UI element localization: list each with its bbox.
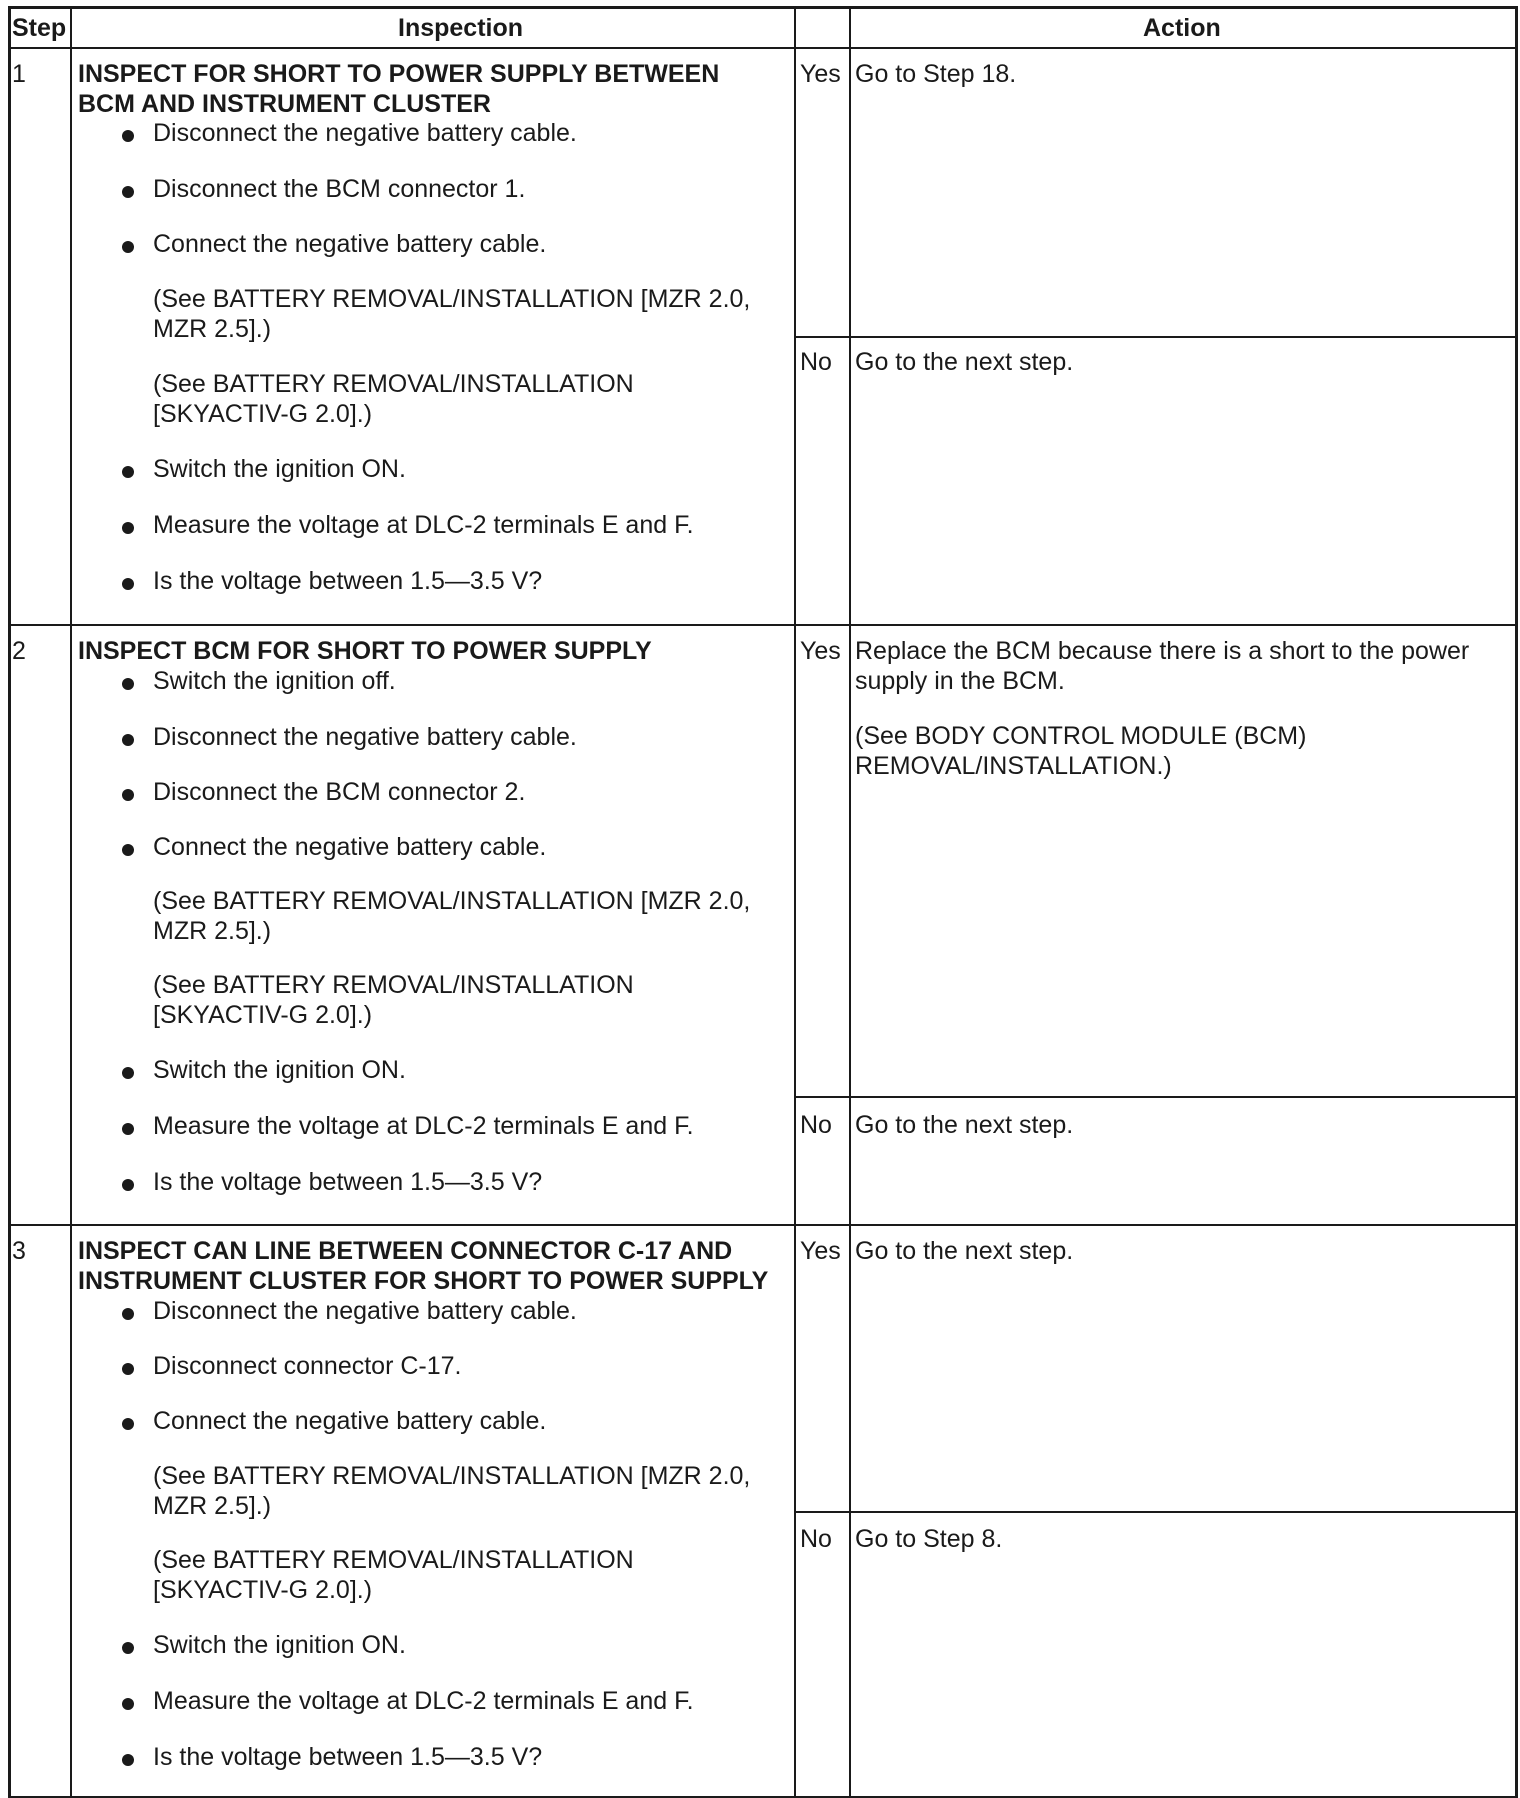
inspection-note: MZR 2.5].): [153, 315, 272, 343]
yes-label: Yes: [800, 1237, 841, 1265]
no-action: Go to the next step.: [855, 1111, 1074, 1139]
header-inspection: Inspection: [398, 14, 524, 42]
bullet-icon: [122, 186, 134, 198]
bullet-icon: [122, 1642, 134, 1654]
bullet-icon: [122, 241, 134, 253]
inspection-item: Disconnect the negative battery cable.: [153, 1297, 577, 1325]
inspection-note: MZR 2.5].): [153, 917, 272, 945]
inspection-item: Is the voltage between 1.5—3.5 V?: [153, 1743, 543, 1771]
bullet-icon: [122, 1754, 134, 1766]
no-label: No: [800, 1111, 832, 1139]
inspection-note: (See BATTERY REMOVAL/INSTALLATION: [153, 1546, 634, 1574]
inspection-item: Measure the voltage at DLC-2 terminals E and F.: [153, 1112, 694, 1140]
bullet-icon: [122, 1067, 134, 1079]
bullet-icon: [122, 1418, 134, 1430]
inspection-item: Disconnect the BCM connector 2.: [153, 778, 526, 806]
inspection-note: [SKYACTIV-G 2.0].): [153, 400, 373, 428]
bullet-icon: [122, 1179, 134, 1191]
bullet-icon: [122, 734, 134, 746]
header-action: Action: [1143, 14, 1221, 42]
yes-label: Yes: [800, 60, 841, 88]
bullet-icon: [122, 522, 134, 534]
column-divider: [849, 6, 851, 1798]
inspection-item: Disconnect connector C-17.: [153, 1352, 462, 1380]
yes-action: Replace the BCM because there is a short to the power: [855, 637, 1470, 665]
table-top-border: [8, 6, 1518, 9]
inspection-item: Measure the voltage at DLC-2 terminals E and F.: [153, 1687, 694, 1715]
inspection-note: (See BATTERY REMOVAL/INSTALLATION [MZR 2.0,: [153, 887, 751, 915]
inspection-item: Switch the ignition off.: [153, 667, 396, 695]
column-divider: [70, 6, 72, 1798]
yes-no-divider: [794, 1511, 1518, 1513]
yes-no-divider: [794, 336, 1518, 338]
inspection-title: BCM AND INSTRUMENT CLUSTER: [78, 90, 491, 118]
header-step: Step: [12, 14, 67, 42]
bullet-icon: [122, 130, 134, 142]
step-number: 1: [12, 60, 26, 88]
inspection-note: [SKYACTIV-G 2.0].): [153, 1576, 373, 1604]
inspection-item: Connect the negative battery cable.: [153, 230, 547, 258]
inspection-note: (See BATTERY REMOVAL/INSTALLATION: [153, 370, 634, 398]
inspection-item: Connect the negative battery cable.: [153, 833, 547, 861]
inspection-item: Is the voltage between 1.5—3.5 V?: [153, 567, 543, 595]
bullet-icon: [122, 789, 134, 801]
inspection-note: (See BATTERY REMOVAL/INSTALLATION [MZR 2.0,: [153, 285, 751, 313]
inspection-title: INSPECT CAN LINE BETWEEN CONNECTOR C-17 AND: [78, 1237, 733, 1265]
step-number: 2: [12, 637, 26, 665]
yes-action: Go to Step 18.: [855, 60, 1017, 88]
row-divider: [8, 1224, 1518, 1226]
bullet-icon: [122, 1308, 134, 1320]
inspection-note: (See BATTERY REMOVAL/INSTALLATION [MZR 2.0,: [153, 1462, 751, 1490]
no-label: No: [800, 348, 832, 376]
table-left-border: [8, 6, 11, 1798]
row-divider: [8, 624, 1518, 626]
bullet-icon: [122, 1123, 134, 1135]
bullet-icon: [122, 1698, 134, 1710]
inspection-item: Switch the ignition ON.: [153, 1631, 406, 1659]
inspection-title: INSPECT FOR SHORT TO POWER SUPPLY BETWEEN: [78, 60, 720, 88]
inspection-item: Disconnect the BCM connector 1.: [153, 175, 526, 203]
inspection-note: MZR 2.5].): [153, 1492, 272, 1520]
column-divider: [794, 6, 796, 1798]
inspection-item: Is the voltage between 1.5—3.5 V?: [153, 1168, 543, 1196]
bullet-icon: [122, 466, 134, 478]
inspection-item: Switch the ignition ON.: [153, 1056, 406, 1084]
step-number: 3: [12, 1237, 26, 1265]
yes-no-divider: [794, 1096, 1518, 1098]
inspection-item: Switch the ignition ON.: [153, 455, 406, 483]
bullet-icon: [122, 1363, 134, 1375]
no-action: Go to Step 8.: [855, 1525, 1003, 1553]
inspection-item: Disconnect the negative battery cable.: [153, 119, 577, 147]
yes-action: supply in the BCM.: [855, 667, 1065, 695]
inspection-title: INSPECT BCM FOR SHORT TO POWER SUPPLY: [78, 637, 652, 665]
bullet-icon: [122, 678, 134, 690]
yes-action: REMOVAL/INSTALLATION.): [855, 752, 1172, 780]
yes-label: Yes: [800, 637, 841, 665]
inspection-item: Connect the negative battery cable.: [153, 1407, 547, 1435]
no-action: Go to the next step.: [855, 348, 1074, 376]
inspection-note: (See BATTERY REMOVAL/INSTALLATION: [153, 971, 634, 999]
bullet-icon: [122, 844, 134, 856]
yes-action: (See BODY CONTROL MODULE (BCM): [855, 722, 1307, 750]
inspection-title: INSTRUMENT CLUSTER FOR SHORT TO POWER SUPPLY: [78, 1267, 769, 1295]
bullet-icon: [122, 578, 134, 590]
table-right-border: [1515, 6, 1518, 1798]
header-divider: [8, 47, 1518, 49]
yes-action: Go to the next step.: [855, 1237, 1074, 1265]
inspection-item: Disconnect the negative battery cable.: [153, 723, 577, 751]
no-label: No: [800, 1525, 832, 1553]
inspection-item: Measure the voltage at DLC-2 terminals E and F.: [153, 511, 694, 539]
inspection-note: [SKYACTIV-G 2.0].): [153, 1001, 373, 1029]
